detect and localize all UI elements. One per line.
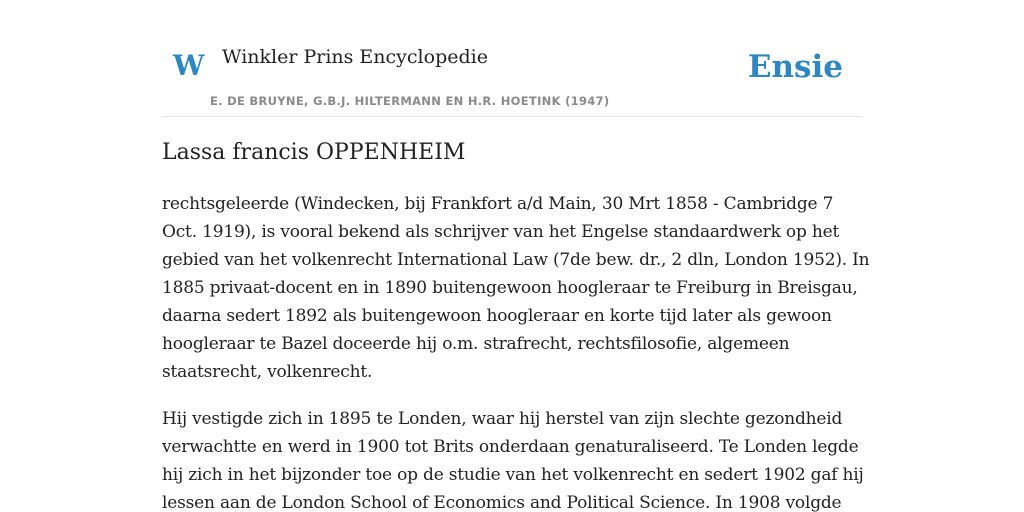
article-paragraph: rechtsgeleerde (Windecken, bij Frankfort a/d Main, 30 Mrt 1858 - Cambridge 7 Oct. 1919), is vooral bekend als schrijver van het Engelse standaardwerk op het gebied van het volkenrecht International Law (7de bew. dr., 2 dln, London 1952). In 1885 privaat-docent en in 1890 buitengewoon hoogleraar te Freiburg in Breisgau, daarna sedert 1892 als buitengewoon hoogleraar en korte tijd later als gewoon hoogleraar te Bazel doceerde hij o.m. strafrecht, rechtsfilosofie, algemeen staatsrecht, volkenrecht. — [162, 193, 870, 382]
source-logo[interactable]: W — [173, 49, 205, 82]
article-paragraph: Hij vestigde zich in 1895 te Londen, waar hij herstel van zijn slechte gezondheid verwachtte en werd in 1900 tot Brits onderdaan genaturaliseerd. Te Londen legde hij zich in het bijzonder toe op de studie van het volkenrecht en sedert 1902 gaf hij lessen aan de London School of Economics and Political Science. In 1908 volgde — [162, 408, 864, 512]
article — [162, 138, 872, 512]
article-title: Lassa francis OPPENHEIM — [162, 140, 466, 165]
source-authors: E. DE BRUYNE, G.B.J. HILTERMANN EN H.R. HOETINK (1947) — [210, 94, 610, 108]
brand-logo[interactable]: Ensie — [747, 49, 843, 85]
source-title[interactable]: Winkler Prins Encyclopedie — [222, 46, 488, 68]
source-header — [162, 30, 862, 117]
